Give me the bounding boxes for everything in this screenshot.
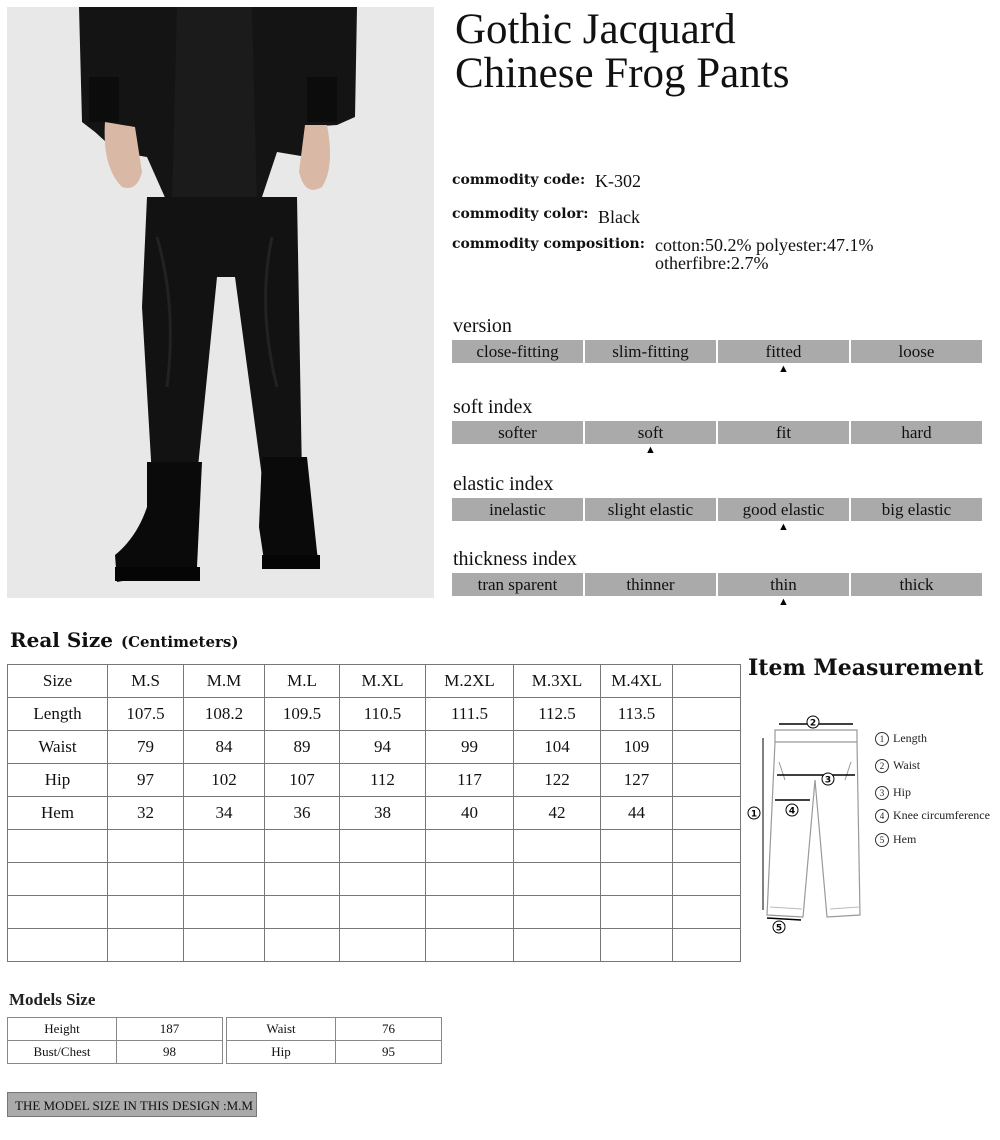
title-line-2: Chinese Frog Pants xyxy=(455,50,790,97)
measure-mark-label: 1 xyxy=(750,809,758,820)
table-row xyxy=(8,731,741,764)
thickness-index-option-selected: thin ▲ xyxy=(718,573,849,596)
models-size-table-right xyxy=(226,1017,442,1064)
table-cell: Hem xyxy=(8,797,108,830)
table-cell: 112.5 xyxy=(514,698,601,731)
version-option: close-fitting xyxy=(452,340,583,363)
selected-marker-icon: ▲ xyxy=(778,363,789,375)
table-header-cell: Size xyxy=(8,665,108,698)
table-header-cell: M.4XL xyxy=(601,665,673,698)
table-cell: Length xyxy=(8,698,108,731)
version-option: loose xyxy=(851,340,982,363)
table-cell: 42 xyxy=(514,797,601,830)
table-cell xyxy=(673,698,741,731)
table-cell: 187 xyxy=(117,1018,223,1041)
table-cell: 98 xyxy=(117,1041,223,1064)
commodity-color-value: Black xyxy=(598,207,640,227)
table-cell: 79 xyxy=(108,731,184,764)
soft-index-title: soft index xyxy=(453,396,533,418)
version-bar xyxy=(452,340,982,375)
table-cell: 104 xyxy=(514,731,601,764)
table-header-cell: M.3XL xyxy=(514,665,601,698)
legend-item: 1 Length xyxy=(875,731,927,746)
table-cell: 97 xyxy=(108,764,184,797)
version-option-selected: fitted ▲ xyxy=(718,340,849,363)
title-line-1: Gothic Jacquard xyxy=(455,6,736,53)
table-header-cell xyxy=(673,665,741,698)
version-title: version xyxy=(453,315,512,337)
elastic-index-option: big elastic xyxy=(851,498,982,521)
elastic-index-option: slight elastic xyxy=(585,498,716,521)
table-cell: 76 xyxy=(336,1018,442,1041)
table-row xyxy=(227,1041,442,1064)
table-header-cell: M.S xyxy=(108,665,184,698)
table-cell: 99 xyxy=(426,731,514,764)
table-cell: 95 xyxy=(336,1041,442,1064)
table-cell xyxy=(673,797,741,830)
thickness-index-option: thinner xyxy=(585,573,716,596)
table-cell: Waist xyxy=(8,731,108,764)
table-cell: 113.5 xyxy=(601,698,673,731)
legend-number-icon: 4 xyxy=(875,809,889,823)
table-cell: 89 xyxy=(265,731,340,764)
table-row xyxy=(227,1018,442,1041)
table-cell: Hip xyxy=(8,764,108,797)
commodity-code-label: commodity code: xyxy=(452,172,586,188)
table-cell xyxy=(673,764,741,797)
legend-item: 5 Hem xyxy=(875,832,916,847)
table-row-empty xyxy=(8,896,741,929)
table-row xyxy=(8,764,741,797)
table-cell: Waist xyxy=(227,1018,336,1041)
commodity-color-label: commodity color: xyxy=(452,206,589,222)
selected-marker-icon: ▲ xyxy=(778,596,789,608)
table-row xyxy=(8,797,741,830)
models-size-title: Models Size xyxy=(9,990,96,1009)
measure-mark-label: 4 xyxy=(788,806,796,817)
table-cell: 44 xyxy=(601,797,673,830)
table-cell: 111.5 xyxy=(426,698,514,731)
table-cell: 109.5 xyxy=(265,698,340,731)
product-title xyxy=(455,8,789,96)
pants-diagram xyxy=(745,710,870,940)
table-header-cell: M.M xyxy=(184,665,265,698)
commodity-composition-value-2: otherfibre:2.7% xyxy=(655,253,769,273)
table-cell: 40 xyxy=(426,797,514,830)
table-cell: 34 xyxy=(184,797,265,830)
legend-item: 2 Waist xyxy=(875,758,920,773)
soft-index-option: hard xyxy=(851,421,982,444)
table-row xyxy=(8,1041,223,1064)
measure-mark-label: 3 xyxy=(824,775,832,786)
legend-number-icon: 2 xyxy=(875,759,889,773)
soft-index-bar xyxy=(452,421,982,456)
table-cell: 94 xyxy=(340,731,426,764)
elastic-index-option: inelastic xyxy=(452,498,583,521)
table-row-empty xyxy=(8,863,741,896)
commodity-composition-value-1: cotton:50.2% polyester:47.1% xyxy=(655,235,874,255)
measure-mark-label: 5 xyxy=(775,923,783,934)
soft-index-option: softer xyxy=(452,421,583,444)
soft-index-option-selected: soft ▲ xyxy=(585,421,716,444)
table-row xyxy=(8,698,741,731)
model-size-note: THE MODEL SIZE IN THIS DESIGN :M.M xyxy=(7,1092,257,1117)
thickness-index-bar xyxy=(452,573,982,608)
table-cell: 102 xyxy=(184,764,265,797)
legend-number-icon: 1 xyxy=(875,732,889,746)
table-cell: 122 xyxy=(514,764,601,797)
legend-number-icon: 5 xyxy=(875,833,889,847)
legend-item: 3 Hip xyxy=(875,785,911,800)
table-cell: 127 xyxy=(601,764,673,797)
table-cell: 107 xyxy=(265,764,340,797)
table-cell: 36 xyxy=(265,797,340,830)
table-cell: 112 xyxy=(340,764,426,797)
soft-index-option: fit xyxy=(718,421,849,444)
commodity-code-value: K-302 xyxy=(595,171,641,191)
table-row xyxy=(8,1018,223,1041)
selected-marker-icon: ▲ xyxy=(645,444,656,456)
table-cell: 117 xyxy=(426,764,514,797)
thickness-index-option: tran sparent xyxy=(452,573,583,596)
item-measurement-title: Item Measurement xyxy=(748,655,984,681)
elastic-index-bar xyxy=(452,498,982,533)
table-cell: 110.5 xyxy=(340,698,426,731)
table-cell xyxy=(673,731,741,764)
table-cell: 38 xyxy=(340,797,426,830)
size-table-header xyxy=(8,665,741,698)
real-size-title: Real Size (Centimeters) xyxy=(10,628,239,652)
thickness-index-option: thick xyxy=(851,573,982,596)
table-cell: Bust/Chest xyxy=(8,1041,117,1064)
table-header-cell: M.2XL xyxy=(426,665,514,698)
table-header-cell: M.XL xyxy=(340,665,426,698)
table-header-cell: M.L xyxy=(265,665,340,698)
legend-item: 4 Knee circumference xyxy=(875,808,990,823)
version-option: slim-fitting xyxy=(585,340,716,363)
table-row-empty xyxy=(8,830,741,863)
table-row-empty xyxy=(8,929,741,962)
table-cell: 107.5 xyxy=(108,698,184,731)
thickness-index-title: thickness index xyxy=(453,548,577,570)
measure-mark-label: 2 xyxy=(809,718,817,729)
table-cell: 32 xyxy=(108,797,184,830)
table-cell: Hip xyxy=(227,1041,336,1064)
table-cell: 109 xyxy=(601,731,673,764)
elastic-index-title: elastic index xyxy=(453,473,554,495)
product-photo xyxy=(7,7,434,598)
table-cell: 84 xyxy=(184,731,265,764)
table-cell: Height xyxy=(8,1018,117,1041)
real-size-unit: (Centimeters) xyxy=(121,633,239,651)
elastic-index-option-selected: good elastic ▲ xyxy=(718,498,849,521)
selected-marker-icon: ▲ xyxy=(778,521,789,533)
models-size-table-left xyxy=(7,1017,223,1064)
legend-number-icon: 3 xyxy=(875,786,889,800)
size-table xyxy=(7,664,741,962)
commodity-composition-label: commodity composition: xyxy=(452,236,645,252)
table-cell: 108.2 xyxy=(184,698,265,731)
